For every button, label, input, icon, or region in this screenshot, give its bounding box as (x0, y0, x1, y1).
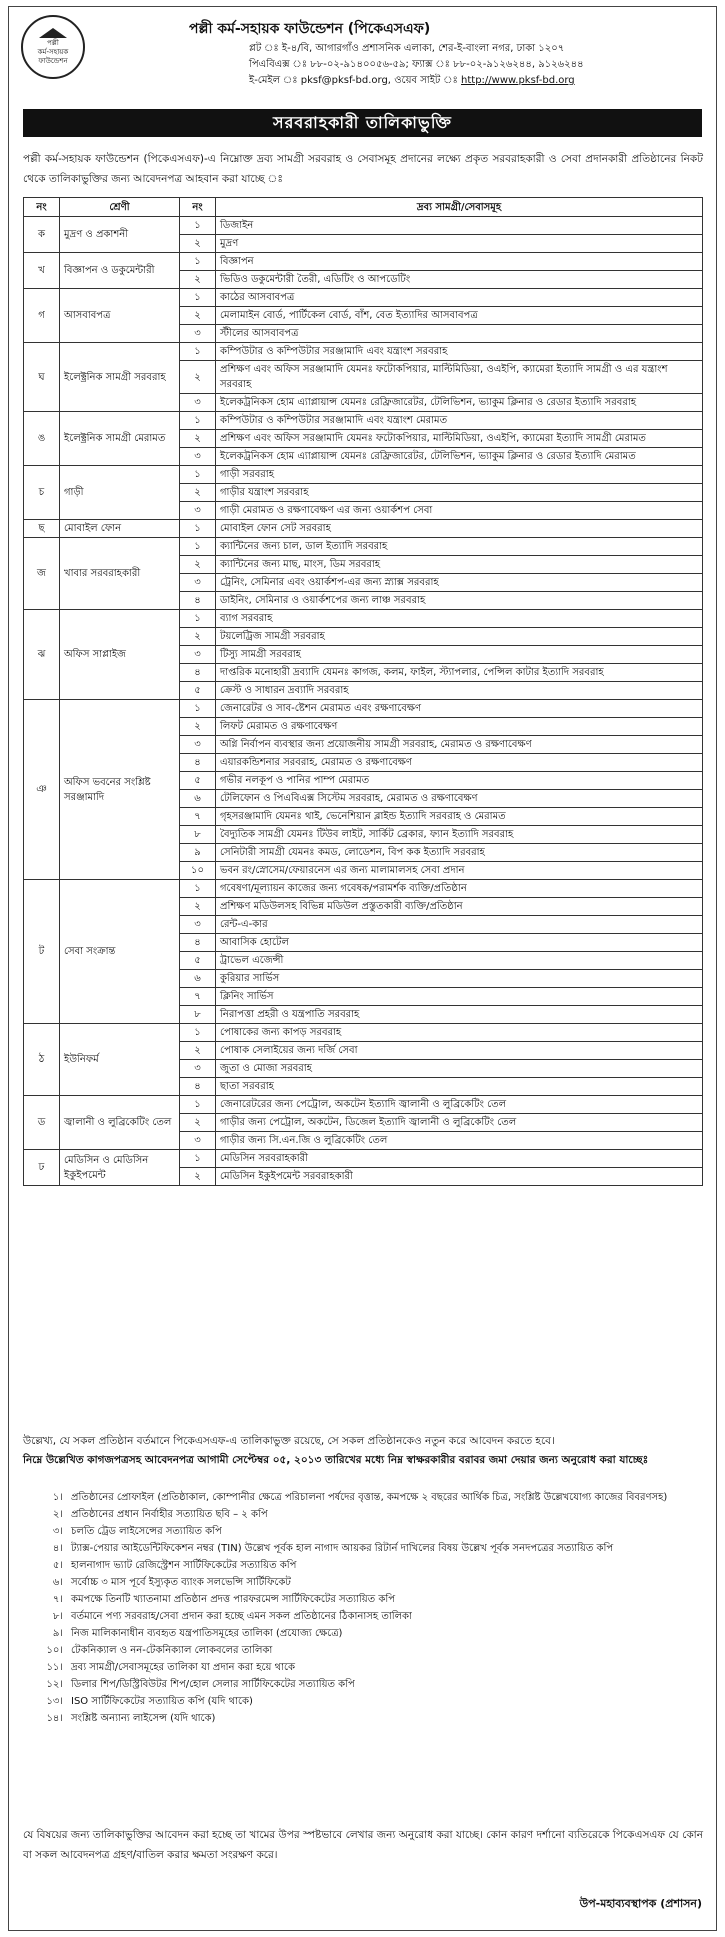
item-number: ৪ (180, 592, 216, 610)
header (9, 7, 716, 111)
table-row (24, 538, 703, 556)
item-description: ব্যাগ সরবরাহ (216, 610, 703, 628)
item-description: ইলেকট্রনিকস হোম এ্যাপ্লায়ান্স যেমনঃ রেফ্রিজারেটর, টেলিভিশন, ভ্যাকুম ক্লিনার ও রেডার ইত্যাদি সরবরাহ (216, 394, 703, 412)
item-number: ৩ (180, 646, 216, 664)
document-item (23, 1523, 703, 1540)
item-number: ১ (180, 700, 216, 718)
item-number: ২ (180, 1042, 216, 1060)
item-description: মুদ্রণ (216, 235, 703, 253)
item-description: লিফট মেরামত ও রক্ষণাবেক্ষণ (216, 718, 703, 736)
item-number: ৬ (180, 790, 216, 808)
item-number: ১ (180, 1024, 216, 1042)
item-description: টয়লেট্রিজ সামগ্রী সরবরাহ (216, 628, 703, 646)
item-number: ২ (180, 898, 216, 916)
document-item (23, 1557, 703, 1574)
item-description: ডিজাইন (216, 217, 703, 235)
category-name: সেবা সংক্রান্ত (60, 880, 180, 1024)
item-description: স্টীলের আসবাবপত্র (216, 325, 703, 343)
category-name: বিজ্ঞাপন ও ডকুমেন্টারী (60, 253, 180, 289)
table-row (24, 1024, 703, 1042)
category-name: আসবাবপত্র (60, 289, 180, 343)
pksf-logo (21, 15, 85, 79)
document-number: ৮। (52, 1611, 63, 1622)
item-description: পোষাকের জন্য কাপড় সরবরাহ (216, 1024, 703, 1042)
document-number: ১১। (46, 1662, 63, 1673)
item-description: এয়ারকন্ডিশনার সরবরাহ, মেরামত ও রক্ষণাবেক্ষণ (216, 754, 703, 772)
item-number: ৩ (180, 448, 216, 466)
item-description: জেনারেটরের জন্য পেট্রোল, অকটেন ইত্যাদি জ্বালানী ও লুব্রিকেটিং তেল (216, 1096, 703, 1114)
category-code: ঝ (24, 610, 60, 700)
category-code: ঢ (24, 1150, 60, 1186)
item-number: ১ (180, 217, 216, 235)
table-row (24, 466, 703, 484)
supply-category-table (23, 197, 703, 1186)
item-description: প্রশিক্ষণ এবং অফিস সরঞ্জামাদি যেমনঃ ফটোকপিয়ার, মাল্টিমিডিয়া, ওএইপি, ক্যামেরা ইত্যাদি সামগ্রী ও এর যন্ত্রাংশ সরবরাহ (216, 361, 703, 394)
house-icon (39, 28, 67, 38)
item-description: মেলামাইন বোর্ড, পার্টিকেল বোর্ড, বাঁশ, বেত ইত্যাদির আসবাবপত্র (216, 307, 703, 325)
item-description: ডাইনিং, সেমিনার ও ওয়ার্কশপের জন্য লাঞ্চ সরবরাহ (216, 592, 703, 610)
document-text: হালনাগাদ ভ্যাট রেজিস্ট্রেশন সার্টিফিকেটের সত্যায়িত কপি (71, 1560, 297, 1571)
document-item (23, 1659, 703, 1676)
item-number: ১ (180, 289, 216, 307)
category-name: ইলেক্ট্রনিক সামগ্রী মেরামত (60, 412, 180, 466)
item-description: মোবাইল ফোন সেট সরবরাহ (216, 520, 703, 538)
table-row (24, 343, 703, 361)
document-text: ট্যাক্স-পেয়ার আইডেন্টিফিকেশন নম্বর (TIN) উল্লেখ পূর্বক হাল নাগাদ আয়কর রিটার্ন দাখিলের বিষয় উল্লেখ পূর্বক সনদপত্রের সত্যায়িত কপি (71, 1543, 614, 1554)
item-number: ৯ (180, 844, 216, 862)
item-description: জুতা ও মোজা সরবরাহ (216, 1060, 703, 1078)
item-description: ট্রাভেল এজেন্সী (216, 952, 703, 970)
item-number: ২ (180, 718, 216, 736)
item-number: ৮ (180, 1006, 216, 1024)
item-description: মেডিসিন সরবরাহকারী (216, 1150, 703, 1168)
document-number: ১৩। (46, 1696, 63, 1707)
document-item (23, 1574, 703, 1591)
item-description: কম্পিউটার ও কম্পিউটার সরঞ্জামাদি এবং যন্ত্রাংশ সরবরাহ (216, 343, 703, 361)
item-description: ক্যান্টিনের জন্য মাছ, মাংস, ডিম সরবরাহ (216, 556, 703, 574)
document-number: ১২। (46, 1679, 63, 1690)
item-description: বৈদ্যুতিক সামগ্রী যেমনঃ টিউব লাইট, সার্কিট ব্রেকার, ফ্যান ইত্যাদি সরবরাহ (216, 826, 703, 844)
item-description: ক্লিনিং সার্ভিস (216, 988, 703, 1006)
category-name: জ্বালানী ও লুব্রিকেটিং তেল (60, 1096, 180, 1150)
document-text: দ্রব্য সামগ্রী/সেবাসমূহের তালিকা যা প্রদান করা হয়ে থাকে (71, 1662, 296, 1673)
item-number: ১ (180, 538, 216, 556)
email-label: ই-মেইল ঃ (249, 75, 298, 86)
category-code: ক (24, 217, 60, 253)
document-item (23, 1506, 703, 1523)
item-description: ভবন রং/স্নোসেম/ফেয়ারনেস এর জন্য মালামালসহ সেবা প্রদান (216, 862, 703, 880)
category-name: ইলেক্ট্রনিক সামগ্রী সরবরাহ (60, 343, 180, 412)
document-text: নিজ মালিকানাধীন ব্যবহৃত যন্ত্রপাতিসমূহের তালিকা (প্রযোজ্য ক্ষেত্রে) (71, 1628, 343, 1639)
item-number: ১ (180, 253, 216, 271)
footer-note: যে বিষয়ের জন্য তালিকাভুক্তির আবেদন করা হচ্ছে তা খামের উপর স্পষ্টভাবে লেখার জন্য অনুরোধ করা যাচ্ছে। কোন কারণ দর্শানো ব্যতিরেকে পিকেএসএফ যে কোন বা সকল আবেদনপত্র গ্রহণ/বাতিল করার ক্ষমতা সংরক্ষণ করে। (23, 1829, 703, 1861)
item-description: রেন্ট-এ-কার (216, 916, 703, 934)
category-name: মুদ্রণ ও প্রকাশনী (60, 217, 180, 253)
document-number: ৬। (52, 1577, 63, 1588)
logo-line-2: কর্ম-সহায়ক (37, 48, 69, 56)
document-text: ডিলার শিপ/ডিস্ট্রিবিউটর শিপ/হোল সেলার সার্টিফিকেটের সত্যায়িত কপি (71, 1679, 355, 1690)
item-number: ২ (180, 1168, 216, 1186)
category-code: খ (24, 253, 60, 289)
logo-line-1: পল্লী (47, 39, 59, 47)
document-number: ৫। (52, 1560, 63, 1571)
category-code: গ (24, 289, 60, 343)
item-description: কাঠের আসবাবপত্র (216, 289, 703, 307)
item-description: অগ্নি নির্বাপন ব্যবস্থার জন্য প্রয়োজনীয় সামগ্রী সরবরাহ, মেরামত ও রক্ষণাবেক্ষণ (216, 736, 703, 754)
item-description: কুরিয়ার সার্ভিস (216, 970, 703, 988)
item-number: ৩ (180, 574, 216, 592)
item-number: ৪ (180, 754, 216, 772)
header-items: দ্রব্য সামগ্রী/সেবাসমূহ (216, 198, 703, 217)
item-number: ২ (180, 361, 216, 394)
item-number: ৫ (180, 772, 216, 790)
table-header-row (24, 198, 703, 217)
item-description: ছাতা সরবরাহ (216, 1078, 703, 1096)
org-name: পল্লী কর্ম-সহায়ক ফাউন্ডেশন (পিকেএসএফ) (189, 21, 431, 37)
item-description: প্রশিক্ষণ এবং অফিস সরঞ্জামাদি যেমনঃ ফটোকপিয়ার, মাল্টিমিডিয়া, ওএইপি, ক্যামেরা ইত্যাদি সামগ্রী মেরামত (216, 430, 703, 448)
contact-line (249, 73, 575, 90)
website-link[interactable]: http://www.pksf-bd.org (461, 75, 575, 86)
document-text: ISO সার্টিফিকেটের সত্যায়িত কপি (যদি থাকে) (71, 1696, 253, 1707)
document-item (23, 1642, 703, 1659)
category-name: খাবার সরবরাহকারী (60, 538, 180, 610)
item-number: ৩ (180, 916, 216, 934)
item-description: বিজ্ঞাপন (216, 253, 703, 271)
item-description: গাড়ী সরবরাহ (216, 466, 703, 484)
document-item (23, 1489, 703, 1506)
document-item (23, 1608, 703, 1625)
title-banner: সরবরাহকারী তালিকাভুক্তি (23, 109, 702, 137)
category-code: ট (24, 880, 60, 1024)
item-number: ২ (180, 628, 216, 646)
item-description: গাড়ী মেরামত ও রক্ষণাবেক্ষণ এর জন্য ওয়ার্কশপ সেবা (216, 502, 703, 520)
document-number: ৪। (52, 1543, 63, 1554)
table-row (24, 520, 703, 538)
header-category: শ্রেণী (60, 198, 180, 217)
item-description: ইলেকট্রনিকস হোম এ্যাপ্লায়ান্স যেমনঃ রেফ্রিজারেটর, টেলিভিশন, ভ্যাকুম ক্লিনার ও রেডার ইত্যাদি মেরামত (216, 448, 703, 466)
item-number: ১ (180, 1096, 216, 1114)
category-code: চ (24, 466, 60, 520)
document-number: ১০। (46, 1645, 63, 1656)
address: প্লট ঃ ই-৪/বি, আগারগাঁও প্রশাসনিক এলাকা, শের-ই-বাংলা নগর, ঢাকা ১২০৭ (249, 43, 565, 54)
item-number: ৮ (180, 826, 216, 844)
category-code: ঠ (24, 1024, 60, 1096)
item-number: ৩ (180, 736, 216, 754)
item-description: ক্যান্টিনের জন্য চাল, ডাল ইত্যাদি সরবরাহ (216, 538, 703, 556)
category-name: গাড়ী (60, 466, 180, 520)
phone-fax: পিএবিএক্স ঃ ৮৮-০২-৯১৪০০৫৬-৫৯; ফ্যাক্স ঃ ৮৮-০২-৯১২৬২৪৪, ৯১২৬২৪৪ (249, 59, 584, 70)
category-name: অফিস সাপ্লাইজ (60, 610, 180, 700)
document-text: চলতি ট্রেড লাইসেন্সের সত্যায়িত কপি (71, 1526, 222, 1537)
document-item (23, 1625, 703, 1642)
category-name: মোবাইল ফোন (60, 520, 180, 538)
document-text: প্রতিষ্ঠানের প্রধান নির্বাহীর সত্যায়িত ছবি – ২ কপি (71, 1509, 268, 1520)
document-number: ১৪। (46, 1713, 63, 1724)
table-body (24, 217, 703, 1186)
category-code: ঞ (24, 700, 60, 880)
item-number: ৩ (180, 1132, 216, 1150)
table-row (24, 253, 703, 271)
category-code: জ (24, 538, 60, 610)
required-documents-list (23, 1489, 703, 1727)
item-number: ১ (180, 343, 216, 361)
document-item (23, 1540, 703, 1557)
item-description: মেডিসিন ইকুইপমেন্ট সরবরাহকারী (216, 1168, 703, 1186)
item-number: ১ (180, 466, 216, 484)
item-description: ক্রেস্ট ও সাধারন দ্রব্যাদি সরবরাহ (216, 682, 703, 700)
item-description: কম্পিউটার ও কম্পিউটার সরঞ্জামাদি এবং যন্ত্রাংশ মেরামত (216, 412, 703, 430)
item-number: ৪ (180, 664, 216, 682)
item-description: নিরাপত্তা প্রহরী ও যন্ত্রপাতি সরবরাহ (216, 1006, 703, 1024)
item-number: ১ (180, 880, 216, 898)
table-row (24, 880, 703, 898)
document-number: ১। (52, 1492, 63, 1503)
category-name: ইউনিফর্ম (60, 1024, 180, 1096)
item-number: ১০ (180, 862, 216, 880)
item-number: ৪ (180, 934, 216, 952)
intro-paragraph: পল্লী কর্ম-সহায়ক ফাউন্ডেশন (পিকেএসএফ)-এ নিম্নোক্ত দ্রব্য সামগ্রী সরবরাহ ও সেবাসমূহ প্রদানের লক্ষ্যে প্রকৃত সরবরাহকারী ও সেবা প্রদানকারী প্রতিষ্ঠানের নিকট থেকে তালিকাভুক্তির জন্য আবেদনপত্র আহবান করা যাচ্ছে ঃ (23, 153, 703, 185)
item-description: জেনারেটর ও সাব-ষ্টেশন মেরামত এবং রক্ষণাবেক্ষণ (216, 700, 703, 718)
item-description: গাড়ীর যন্ত্রাংশ সরবরাহ (216, 484, 703, 502)
item-description: ট্রেনিং, সেমিনার এবং ওয়ার্কশপ-এর জন্য স্ন্যাক্স সরবরাহ (216, 574, 703, 592)
item-description: গাড়ীর জন্য পেট্রোল, অকটেন, ডিজেল ইত্যাদি জ্বালানী ও লুব্রিকেটিং তেল (216, 1114, 703, 1132)
item-description: টিস্যু সামগ্রী সরবরাহ (216, 646, 703, 664)
item-number: ২ (180, 271, 216, 289)
item-number: ২ (180, 556, 216, 574)
document-text: সংশ্লিষ্ট অন্যান্য লাইসেন্স (যদি থাকে) (71, 1713, 216, 1724)
category-code: ড (24, 1096, 60, 1150)
table-row (24, 412, 703, 430)
item-number: ২ (180, 484, 216, 502)
document-text: বর্তমানে পণ্য সরবরাহ/সেবা প্রদান করা হচ্ছে এমন সকল প্রতিষ্ঠানের ঠিকানাসহ তালিকা (71, 1611, 412, 1622)
item-number: ১ (180, 610, 216, 628)
email-link[interactable]: pksf@pksf-bd.org, (300, 75, 391, 86)
item-number: ৭ (180, 988, 216, 1006)
item-number: ৬ (180, 970, 216, 988)
item-description: ভিডিও ডকুমেন্টারী তৈরী, এডিটিং ও আপডেটিং (216, 271, 703, 289)
document-text: প্রতিষ্ঠানের প্রোফাইল (প্রতিষ্ঠাকাল, কোম্পানীর ক্ষেত্রে পরিচালনা পর্ষদের বৃত্তান্ত, কমপক্ষে ২ বছরের আর্থিক চিত্র, সংশ্লিষ্ট উল্লেখযোগ্য কাজের বিবরণসহ) (71, 1492, 668, 1503)
category-code: ঙ (24, 412, 60, 466)
category-name: অফিস ভবনের সংশ্লিষ্ট সরঞ্জামাদি (60, 700, 180, 880)
item-number: ৩ (180, 394, 216, 412)
note-existing-suppliers: উল্লেখ্য, যে সকল প্রতিষ্ঠান বর্তমানে পিকেএসএফ-এ তালিকাভুক্ত রয়েছে, সে সকল প্রতিষ্ঠানকেও নতুন করে আবেদন করতে হবে। (23, 1435, 555, 1447)
item-number: ২ (180, 1114, 216, 1132)
item-description: গবেষণা/মূল্যায়ন কাজের জন্য গবেষক/পরামর্শক ব্যক্তি/প্রতিষ্ঠান (216, 880, 703, 898)
item-description: গভীর নলকূপ ও পানির পাম্প মেরামত (216, 772, 703, 790)
item-description: পোষাক সেলাইয়ের জন্য দর্জি সেবা (216, 1042, 703, 1060)
item-description: আবাসিক হোটেল (216, 934, 703, 952)
item-description: টেলিফোন ও পিএবিএক্স সিস্টেম সরবরাহ, মেরামত ও রক্ষণাবেক্ষণ (216, 790, 703, 808)
table-row (24, 700, 703, 718)
item-description: গাড়ীর জন্য সি.এন.জি ও লুব্রিকেটিং তেল (216, 1132, 703, 1150)
document-text: টেকনিক্যাল ও নন-টেকনিক্যাল লোকবলের তালিকা (71, 1645, 273, 1656)
category-code: ছ (24, 520, 60, 538)
category-code: ঘ (24, 343, 60, 412)
web-label: ওয়েব সাইট ঃ (394, 75, 458, 86)
document-item (23, 1693, 703, 1710)
table-row (24, 610, 703, 628)
item-number: ২ (180, 430, 216, 448)
header-serial: নং (24, 198, 60, 217)
item-number: ২ (180, 307, 216, 325)
item-description: দাপ্তরিক মনোহারী দ্রব্যাদি যেমনঃ কাগজ, কলম, ফাইল, স্ট্যাপলার, পেন্সিল কাটার ইত্যাদি সরবরাহ (216, 664, 703, 682)
advertisement-page (8, 6, 717, 1931)
item-description: গৃহসরঞ্জামাদি যেমনঃ থাই, ভেনেশিয়ান ব্লাইন্ড ইত্যাদি সরবরাহ ও মেরামত (216, 808, 703, 826)
item-number: ২ (180, 235, 216, 253)
item-number: ১ (180, 1150, 216, 1168)
item-number: ৫ (180, 682, 216, 700)
logo-line-3: ফাউন্ডেশন (38, 57, 68, 65)
item-description: সেনিটারী সামগ্রী যেমনঃ কমড, লোডেশন, বিপ কক ইত্যাদি সরবরাহ (216, 844, 703, 862)
item-number: ১ (180, 412, 216, 430)
category-name: মেডিসিন ও মেডিসিন ইকুইপমেন্ট (60, 1150, 180, 1186)
item-number: ৪ (180, 1078, 216, 1096)
item-number: ১ (180, 520, 216, 538)
table-row (24, 1150, 703, 1168)
document-item (23, 1676, 703, 1693)
document-text: সর্বোচ্চ ৩ মাস পূর্বে ইস্যুকৃত ব্যাংক সলভেন্সি সার্টিফিকেট (71, 1577, 291, 1588)
document-number: ২। (52, 1509, 63, 1520)
header-item-no: নং (180, 198, 216, 217)
item-number: ৫ (180, 952, 216, 970)
item-number: ৩ (180, 502, 216, 520)
table-row (24, 289, 703, 307)
document-item (23, 1710, 703, 1727)
note-deadline: নিম্নে উল্লেখিত কাগজপত্রসহ আবেদনপত্র আগামী সেপ্টেম্বর ০৫, ২০১৩ তারিখের মধ্যে নিম্ন স্বাক্ষরকারীর বরাবর জমা দেয়ার জন্য অনুরোধ করা যাচ্ছেঃ (23, 1454, 649, 1466)
item-number: ৩ (180, 1060, 216, 1078)
item-number: ৩ (180, 325, 216, 343)
document-number: ৩। (52, 1526, 63, 1537)
document-item (23, 1591, 703, 1608)
notes (23, 1432, 703, 1470)
table-row (24, 217, 703, 235)
document-text: কমপক্ষে তিনটি খ্যাতনামা প্রতিষ্ঠান প্রদত্ত পারফরমেন্স সার্টিফিকেটের সত্যায়িত কপি (71, 1594, 396, 1605)
document-number: ৭। (52, 1594, 63, 1605)
table-row (24, 1096, 703, 1114)
signatory: উপ-মহাব্যবস্থাপক (প্রশাসন) (579, 1897, 702, 1910)
document-number: ৯। (52, 1628, 63, 1639)
item-description: প্রশিক্ষণ মডিউলসহ বিভিন্ন মডিউল প্রস্তুতকারী ব্যক্তি/প্রতিষ্ঠান (216, 898, 703, 916)
item-number: ৭ (180, 808, 216, 826)
